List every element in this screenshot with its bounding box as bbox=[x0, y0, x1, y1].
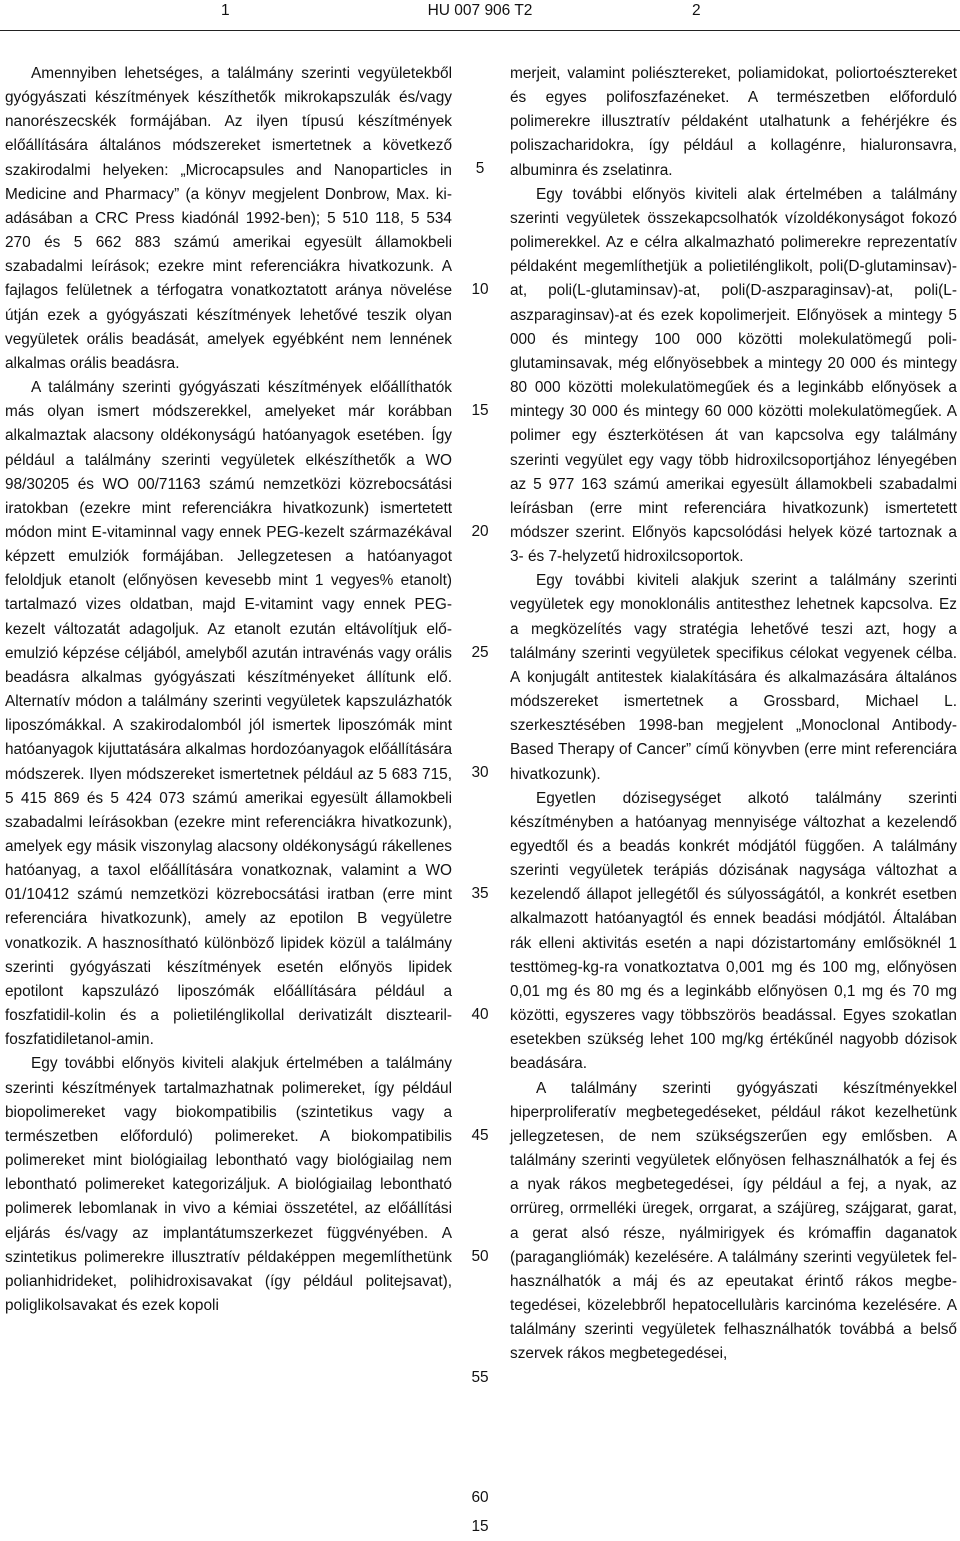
paragraph: A találmány szerinti gyógyászati készítményekkel hiperproliferatív megbetegedéseket, például rákot kezelhetünk jellegzetesen, de nem szükségszerűen egy emlősben. A találmány szerinti vegyületek előnyösen felhasználhatók a fej és a nyak rákos megbetegedései, így például a fej, a nyak, az orrüreg, orrmelléki üregek, orrgarat, a szájüreg, szájgarat, garat, a gerat alsó része, nyálmirigyek és krómaffin daganatok (paragangliómák) kezelésére. A találmány szerinti vegyületek felhasználhatók a máj és az epeutakat érintő rákos megbetegedései, közelebbről hepatocellulàris karcinóma kezelésére. A találmány szerinti vegyületek felhasználhatók továbbá a belső szervek rákos megbetegedései, bbox=[510, 1079, 957, 1363]
line-number: 30 bbox=[471, 764, 489, 781]
page-footer-number: 15 bbox=[471, 1518, 489, 1535]
paragraph: Egy további kiviteli alakjuk szerint a találmány szerinti vegyületek egy monoklonális antitesthez lehetnek kapcsolva. Ez a megközelítés vagy stratégia lehetővé teszi azt, hogy a találmány szerinti vegyületek specifikus célokat vegyenek célba. A konjugált antitestek kialakítására és alkalmazására általános módszereket ismertetnek a Grossbard, Michael L. szerkesztésében 1998-ban megjelent „Monoclonal Antibody-Based Therapy of Cancer” című könyvben (erre mint referenciára hivatkozunk). bbox=[510, 572, 957, 783]
left-page-number: 1 bbox=[221, 2, 230, 19]
header-rule bbox=[0, 30, 960, 31]
line-number: 25 bbox=[471, 644, 489, 661]
line-number: 40 bbox=[471, 1006, 489, 1023]
line-number: 55 bbox=[471, 1369, 489, 1386]
paragraph: Amennyiben lehetséges, a találmány szerinti vegyületekből gyógyászati készítmények készíthetők mikrokapszulák és/vagy nanorészecskék formájában. Az ilyen típusú készítmények előállítására általános módszereket ismertetnek a következő szakirodalmi helyeken: „Microcapsules and Nanoparticles in Medicine and Pharmacy” (a könyv megjelent Donbrow, Max. kiadásában a CRC Press kiadónál 1992-ben); 5 510 118, 5 534 270 és 5 662 883 számú amerikai egyesült államokbeli szabadalmi leírások; ezekre mint referenciákra hivatkozunk. A fajlagos felületnek a térfogatra vonatkoztatott aránya növelése útján ezek a gyógyászati készítmények lehetővé teszik olyan vegyületek orális beadását, amelyek egyébként nem lennének alkalmas orális beadásra. bbox=[5, 65, 452, 372]
line-number: 45 bbox=[471, 1127, 489, 1144]
paragraph: Egy további előnyös kiviteli alakjuk értelmében a találmány szerinti készítmények tartalmazhatnak polimereket, így például biopolimereket vagy biokompatibilis (szintetikus vagy a természetben előforduló) polimereket. A biokompatibilis polimereket mint biológiailag lebontható vagy biológiailag nem lebontható polimereket kategorizáljuk. A biológiailag lebontható polimerek lebomlanak in vivo a kémiai összetétel, az előállítási eljárás és/vagy az implantátumszerkezet függvényében. A szintetikus polimerekre illusztratív példaképpen megemlíthetünk polianhidrideket, polihidroxisavakat (így például politejsavat), poliglikolsavakat és ezek kopoli bbox=[5, 1055, 452, 1314]
right-page-number: 2 bbox=[692, 2, 701, 19]
paragraph: merjeit, valamint poliésztereket, poliamidokat, poliortoésztereket és egyes polifoszfazéneket. A természetben előforduló polimerekre illusztratív példaként utalhatunk a fehérjékre és poliszacharidokra, így például a kollagénre, hialuronsavra, albuminra és zselatinra. bbox=[510, 65, 957, 179]
line-number: 15 bbox=[471, 402, 489, 419]
page-header bbox=[0, 0, 960, 30]
patent-number: HU 007 906 T2 bbox=[427, 2, 533, 19]
line-number: 35 bbox=[471, 885, 489, 902]
right-column bbox=[510, 62, 957, 1366]
left-column bbox=[5, 62, 452, 1318]
line-number: 20 bbox=[471, 523, 489, 540]
line-number: 50 bbox=[471, 1248, 489, 1265]
paragraph: Egyetlen dózisegységet alkotó találmány szerinti készítményben a hatóanyag mennyisége változhat a kezelendő egyedtől és a beadás konkrét módjától függően. A találmány szerinti vegyületek terápiás dózisának nagysága változhat a kezelendő állapot jellegétől és súlyosságától, a konkrét esetben alkalmazott hatóanyagtól és ennek beadási módjától. Általában rák elleni aktivitás esetén a napi dózistartomány emlősöknél 1 testtömeg-kg-ra vonatkoztatva 0,001 mg és 100 mg, előnyösen 0,01 mg és 80 mg és a leginkább előnyösen 0,1 mg és 70 mg közötti, egyszeres vagy többszörös beadással. Egyes szokatlan esetekben szükség lehet 100 mg/kg értékűnél nagyobb dózisok beadására. bbox=[510, 789, 957, 1073]
paragraph: Egy további előnyös kiviteli alak értelmében a találmány szerinti vegyületek összekapcsolhatók vízoldékonyságot fokozó polimerekkel. Az e célra alkalmazható polimerekre reprezentatív példaként megemlíthetjük a polietilénglikolt, poli(D-glutaminsav)-at, poli(L-glutaminsav)-at, poli(D-aszparaginsav)-at, poli(L-aszparaginsav)-at és ezek kopolimerjeit. Előnyösek a mintegy 5 000 és mintegy 100 000 közötti molekulatömegű poliglutaminsavak, még előnyösebbek a mintegy 20 000 és mintegy 80 000 közötti molekulatömegűek és a leginkább előnyösek a mintegy 30 000 és mintegy 60 000 közötti molekulatömegűek. A polimer egy észterkötésen át van kapcsolva egy találmány szerinti vegyület egy vagy több hidroxilcsoportjához lényegében az 5 977 163 számú amerikai egyesült államokbeli szabadalmi leírásban (erre mint referenciára hivatkozunk) ismertetett módszer szerint. Előnyös kapcsolódási helyek közé tartoznak a 3- és 7-helyzetű hidroxilcsoportok. bbox=[510, 185, 957, 566]
paragraph: A találmány szerinti gyógyászati készítmények előállíthatók más olyan ismert módszerekkel, amelyeket már korábban alkalmaztak alacsony oldékonyságú hatóanyagok esetében. Így például a találmány szerinti vegyületek elkészíthetők a WO 98/30205 és WO 00/71163 számú nemzetközi közrebocsátási iratokban (ezekre mint referenciákra hivatkozunk) ismertetett módon mint E-vitaminnal vagy ennek PEG-kezelt származékával képzett emulziók formájában. Jellegzetesen a hatóanyagot feloldjuk etanolt (előnyösen kevesebb mint 1 vegyes% etanolt) tartalmazó vizes oldatban, majd E-vitamint vagy ennek PEG-kezelt változatát adagoljuk. Az etanolt ezután eltávolítjuk elő-emulzió képzése céljából, amelyből azután intravénás vagy orális beadásra alkalmas gyógyászati készítményeket állítunk elő. Alternatív módon a találmány szerinti vegyületek kapszulázhatók liposzómákkal. A szakirodalomból jól ismertek liposzómák mint hatóanyagok kijuttatására alkalmas hordozóanyagok előállítására módszerek. Ilyen módszereket ismertetnek például az 5 683 715, 5 415 869 és 5 424 073 számú amerikai egyesült államokbeli szabadalmi leírásokban (ezekre mint referenciákra hivatkozunk), amelyek egy másik viszonylag alacsony oldékonyságú rákellenes hatóanyag, a taxol előállítására vonatkoznak, valamint a WO 01/10412 számú nemzetközi közrebocsátási iratban (erre mint referenciára hivatkozunk), amely az epotilon B vegyületre vonatkozik. A hasznosítható különböző lipidek közül a találmány szerinti gyógyászati készítmények esetén előnyös lipidek epotilont kapszulázó liposzómák előállítására például a foszfatidil-kolin és a polietilénglikollal derivatizált disztearil-foszfatidiletanol-amin. bbox=[5, 379, 452, 1049]
line-number: 10 bbox=[471, 281, 489, 298]
line-number: 60 bbox=[471, 1489, 489, 1506]
line-number: 5 bbox=[475, 160, 485, 177]
